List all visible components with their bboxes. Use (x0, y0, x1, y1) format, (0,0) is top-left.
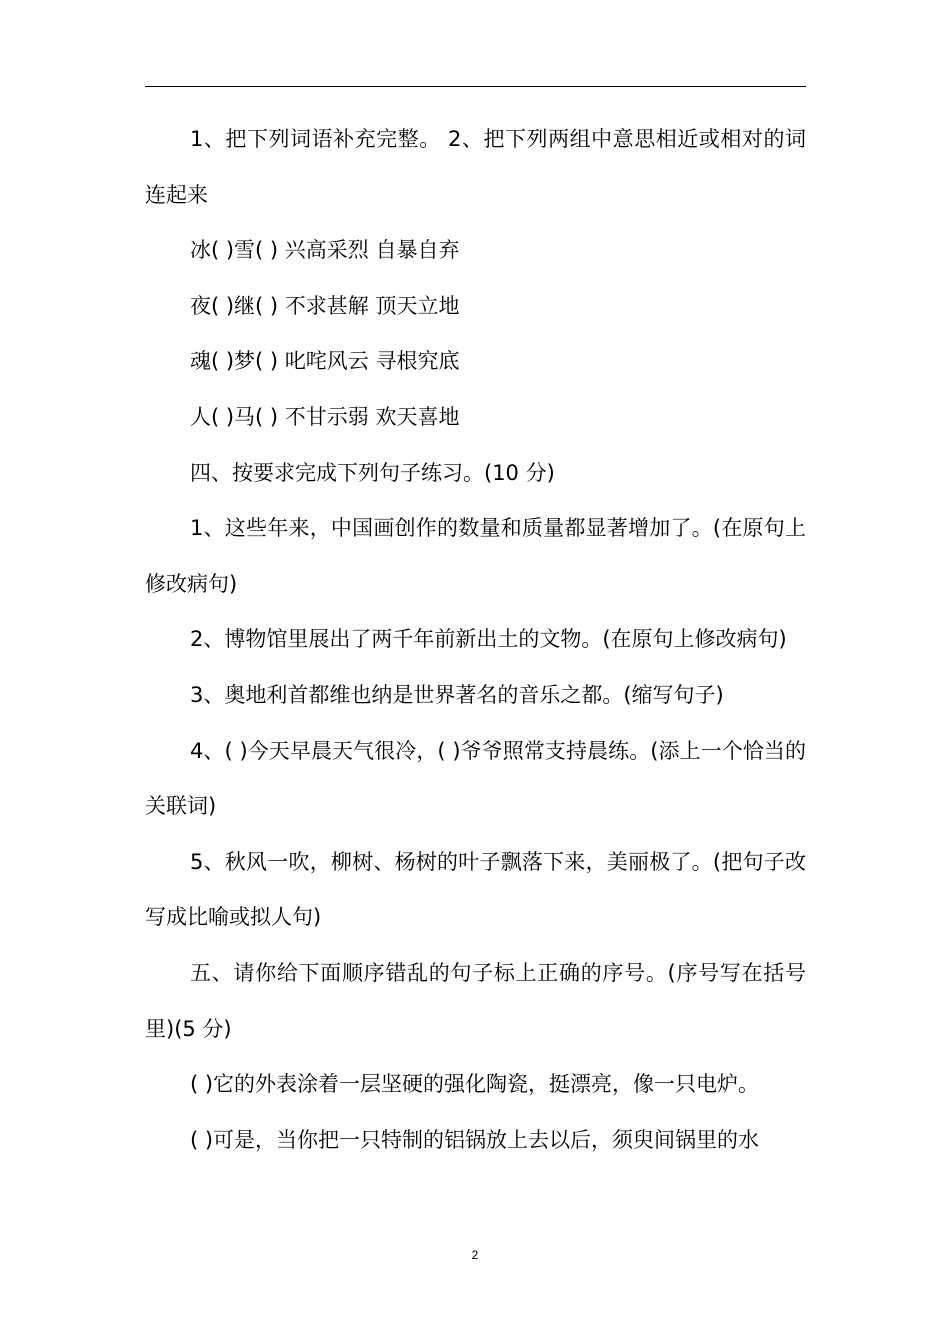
section-heading: 五、请你给下面顺序错乱的句子标上正确的序号。(序号写在括号里)(5 分) (145, 960, 806, 1041)
paragraph: 3、奥地利首都维也纳是世界著名的音乐之都。(缩写句子) (190, 682, 724, 707)
header-rule (145, 86, 806, 87)
paragraph: ( )可是，当你把一只特制的铝锅放上去以后，须臾间锅里的水 (190, 1127, 760, 1152)
document-body (145, 112, 806, 1168)
section-heading: 四、按要求完成下列句子练习。(10 分) (190, 460, 555, 485)
paragraph: 1、这些年来，中国画创作的数量和质量都显著增加了。(在原句上修改病句) (145, 516, 806, 596)
paragraph: 1、把下列词语补充完整。 2、把下列两组中意思相近或相对的词连起来 (145, 127, 806, 207)
paragraph: ( )它的外表涂着一层坚硬的强化陶瓷，挺漂亮，像一只电炉。 (190, 1072, 760, 1097)
paragraph: 魂( )梦( ) 叱咤风云 寻根究底 (190, 349, 460, 374)
paragraph: 2、博物馆里展出了两千年前新出土的文物。(在原句上修改病句) (190, 627, 787, 652)
paragraph: 5、秋风一吹，柳树、杨树的叶子飘落下来，美丽极了。(把句子改写成比喻或拟人句) (145, 849, 806, 930)
paragraph: 4、( )今天早晨天气很冷，( )爷爷照常支持晨练。(添上一个恰当的关联词) (145, 738, 806, 819)
paragraph: 冰( )雪( ) 兴高采烈 自暴自弃 (190, 238, 460, 263)
paragraph: 夜( )继( ) 不求甚解 顶天立地 (190, 293, 460, 318)
page-number: 2 (471, 1248, 479, 1262)
paragraph: 人( )马( ) 不甘示弱 欢天喜地 (190, 404, 460, 429)
